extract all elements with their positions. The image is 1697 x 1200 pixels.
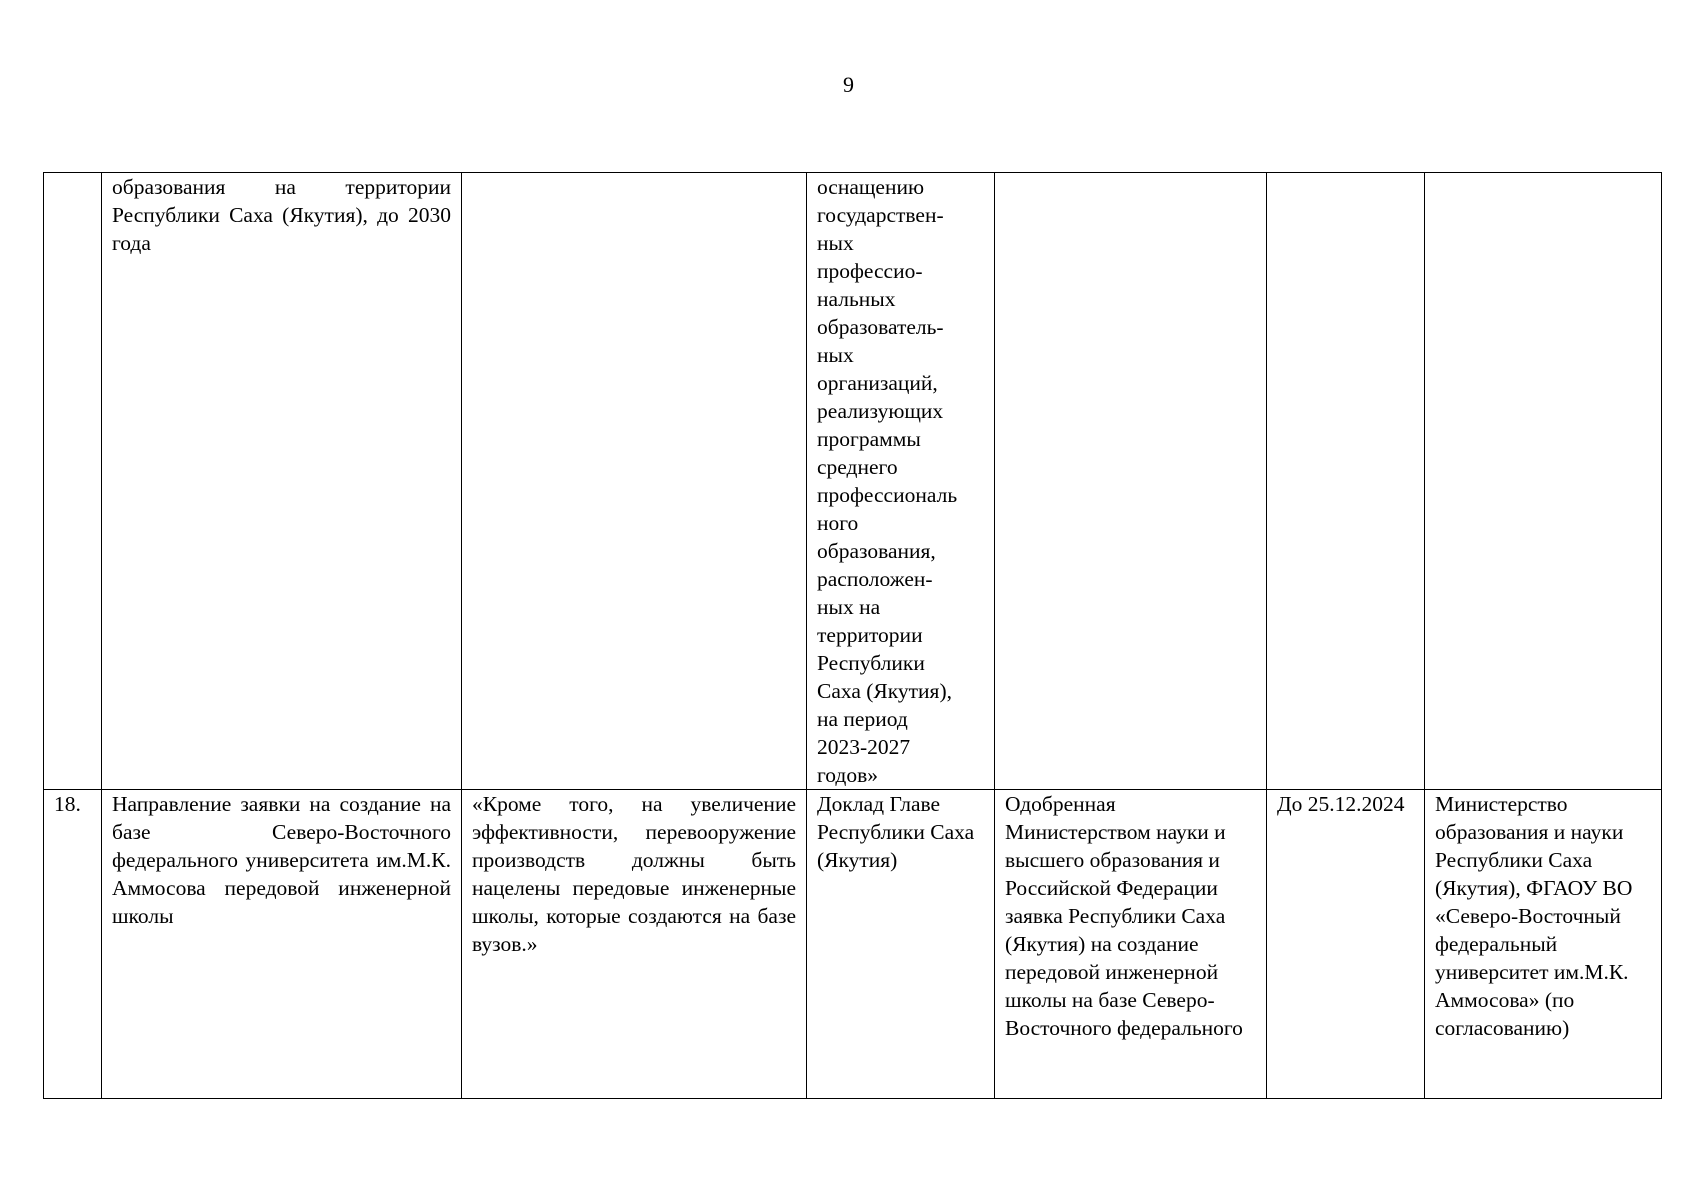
document-line: ного [817, 511, 859, 535]
document-line: реализующих [817, 399, 944, 423]
document-line: среднего [817, 455, 898, 479]
cell-document [807, 173, 995, 790]
document-line: Саха (Якутия), [817, 679, 952, 703]
table-row-18 [44, 790, 1662, 1099]
cell-quote [462, 173, 807, 790]
cell-result [995, 173, 1267, 790]
cell-responsible [1425, 173, 1662, 790]
cell-responsible: Министерство образования и науки Республики Саха (Якутия), ФГАОУ ВО «Северо-Восточный федеральный университет им.М.К. Аммосова» (по согласованию) [1425, 790, 1662, 1099]
document-line: годов» [817, 763, 879, 787]
document-line: Республики [817, 651, 925, 675]
cell-deadline [1267, 173, 1425, 790]
document-line: программы [817, 427, 921, 451]
cell-deadline: До 25.12.2024 [1267, 790, 1425, 1099]
document-line: организаций, [817, 371, 938, 395]
cell-number [44, 173, 102, 790]
document-line: нальных [817, 287, 896, 311]
document-line: оснащению [817, 175, 925, 199]
cell-action: Направление заявки на создание на базе Северо-Восточного федерального университета им.М.К. Аммосова передовой инженерной школы [102, 790, 462, 1099]
document-line: ных [817, 231, 854, 255]
document-line: ных на [817, 595, 881, 619]
cell-action: образования на территории Республики Саха (Якутия), до 2030 года [102, 173, 462, 790]
page-number: 9 [843, 72, 854, 97]
measures-table [43, 172, 1662, 1099]
document-line: территории [817, 623, 923, 647]
document-line: на период [817, 707, 908, 731]
document-line: образования, [817, 539, 936, 563]
cell-number: 18. [44, 790, 102, 1099]
cell-quote: «Кроме того, на увеличение эффективности, перевооружение производств должны быть нацелены передовые инженерные школы, которые создаются на базе вузов.» [462, 790, 807, 1099]
document-line: ных [817, 343, 854, 367]
cell-result: Одобренная Министерством науки и высшего образования и Российской Федерации заявка Республики Саха (Якутия) на создание передовой инженерной школы на базе Северо-Восточного федерального [995, 790, 1267, 1099]
document-line: профессио- [817, 259, 923, 283]
document-line: профессиональ [817, 483, 958, 507]
document-line: расположен- [817, 567, 933, 591]
table-row-continued [44, 173, 1662, 790]
cell-document: Доклад Главе Республики Саха (Якутия) [807, 790, 995, 1099]
document-line: государствен- [817, 203, 944, 227]
document-line: 2023-2027 [817, 735, 911, 759]
document-line: образователь- [817, 315, 944, 339]
